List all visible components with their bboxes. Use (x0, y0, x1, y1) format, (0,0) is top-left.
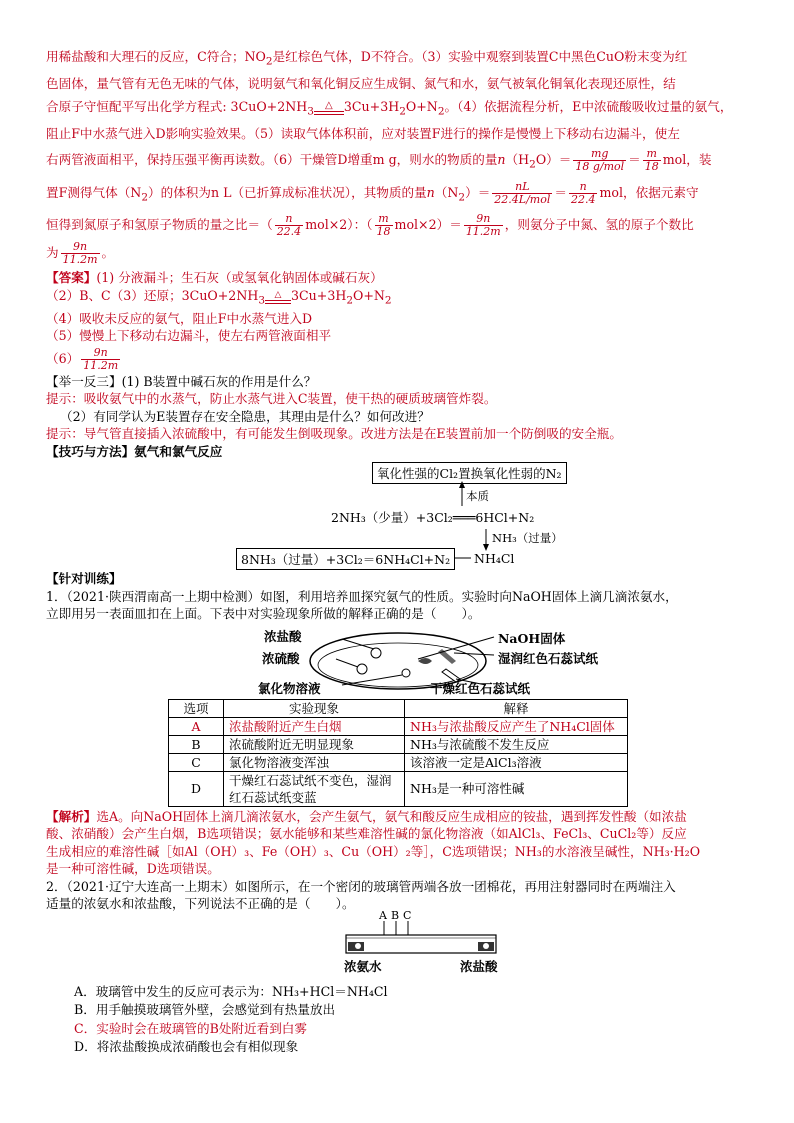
subscript: 2 (141, 191, 149, 204)
fraction-numerator: m (375, 213, 393, 226)
heat-triangle-icon: △ (265, 291, 291, 304)
explanation-line (46, 73, 750, 96)
text: 合原子守恒配平写出化学方程式: 3CuO+2NH (46, 99, 308, 115)
fraction (643, 148, 661, 173)
explanation-line (46, 239, 750, 267)
flow-equation-limited: 2NH₃（少量）+3Cl₂═══6HCl+N₂ (331, 510, 535, 526)
table-row (169, 717, 628, 735)
table-cell: 浓硫酸附近无明显现象 (224, 735, 405, 753)
analysis-line: 是一种可溶性碱，D选项错误。 (46, 861, 220, 877)
text: 阻止F中水蒸气进入D影响实验效果。（5）读取气体体积前，应对装置F进行的操作是慢慢上下移动右边漏斗，使左 (46, 126, 680, 142)
text: 右两管液面相平，保持压强平衡再读数。（6）干燥管D增重m g，则水的物质的量 (46, 152, 498, 168)
analysis-block (46, 808, 750, 878)
fraction-denominator: 18 (376, 225, 391, 239)
flow-label-excess: NH₃（过量） (492, 531, 563, 546)
label-wet-litmus: 湿润红色石蕊试纸 (498, 650, 599, 666)
text: O）＝ (535, 152, 572, 168)
text: 用稀盐酸和大理石的反应，C符合；NO (46, 49, 266, 64)
label-naoh-solid: NaOH固体 (498, 630, 566, 646)
explanation-line (46, 46, 750, 73)
table-cell: A (169, 717, 224, 735)
table-cell: C (169, 753, 224, 771)
text: 是红棕色气体，D不符合。（3）实验中观察到装置C中黑色CuO粉末变为红 (272, 49, 688, 64)
options-table (168, 699, 628, 807)
text: (1) 分液漏斗；生石灰（或氢氧化钠固体或碱石灰） (96, 270, 383, 286)
extend-question: 【举一反三】(1) B装置中碱石灰的作用是什么？ (46, 373, 317, 389)
table-cell: 干燥红石蕊试纸不变色，湿润红石蕊试纸变蓝 (224, 771, 405, 806)
tube-label-b: B (391, 908, 400, 922)
text: 。 (101, 245, 115, 261)
table-header: 选项 (169, 699, 224, 717)
table-cell: B (169, 735, 224, 753)
table-cell: 氯化物溶液变浑浊 (224, 753, 405, 771)
fraction-denominator: 22.4 (570, 192, 596, 206)
text: 选A。向NaOH固体上滴几滴浓氨水，会产生氨气，氨气和酸反应生成相应的铵盐，遇到挥发性酸（如浓盐 (96, 808, 687, 824)
fraction-denominator: 22.4 (276, 225, 302, 239)
tube-label-a: A (379, 908, 387, 922)
fraction (464, 213, 503, 238)
option-c[interactable]: C．实验时会在玻璃管的B处附近看到白雾 (74, 1020, 307, 1036)
flow-product-nh4cl: NH₄Cl (474, 551, 515, 567)
fraction-denominator: 18 g/mol (575, 160, 625, 174)
extend-question: （2）有同学认为E装置存在安全隐患，其理由是什么？如何改进？ (60, 408, 430, 424)
table-header: 实验现象 (224, 699, 405, 717)
label-conc-hcl: 浓盐酸 (460, 958, 498, 974)
text: （2）B、C（3）还原；3CuO+2NH (46, 287, 259, 303)
tube-label-c: C (403, 908, 412, 922)
italic-var: n (426, 184, 435, 200)
fraction-numerator: n (569, 181, 598, 194)
label-conc-hcl: 浓盐酸 (264, 628, 302, 644)
text: （H (505, 152, 530, 168)
table-row (169, 771, 628, 806)
subscript: 2 (265, 55, 273, 68)
subscript: 2 (437, 105, 445, 118)
glass-tube-figure (46, 908, 750, 979)
subscript: 2 (399, 105, 406, 118)
text: O+N (405, 99, 438, 115)
text: ＝ (554, 184, 567, 200)
table-cell: 浓盐酸附近产生白烟 (224, 717, 405, 735)
fraction-numerator: m (643, 148, 661, 161)
subscript: 2 (384, 294, 392, 307)
text: mol×2）＝ (394, 217, 462, 233)
label-chloride-solution: 氯化物溶液 (258, 680, 321, 696)
text: 为 (46, 245, 59, 261)
text: 恒得到氮原子和氢原子物质的量之比＝（ (46, 217, 273, 233)
fraction (81, 347, 120, 372)
text: 色固体，量气管有无色无味的气体，说明氨气和氧化铜反应生成铜、氮气和水，氨气被氧化铜氧化表现还原性，结 (46, 76, 676, 92)
table-row (169, 735, 628, 753)
subscript: 2 (529, 158, 536, 171)
analysis-line: 生成相应的难溶性碱［如Al（OH）₃、Fe（OH）₃、Cu（OH）₂等］，C选项错误；NH₃的水溶液呈碱性，NH₃·H₂O (46, 843, 701, 859)
answer-block (46, 269, 750, 373)
fraction-denominator: 11.2m (83, 358, 119, 372)
answer-line (46, 269, 750, 287)
page-content (46, 46, 750, 1057)
fraction-numerator: 9n (81, 347, 120, 360)
text: 置F测得气体（N (46, 184, 142, 200)
question-2 (46, 878, 750, 913)
table-header: 解释 (405, 699, 628, 717)
text: 3Cu+3H (291, 287, 347, 303)
option-d[interactable]: D．将浓盐酸换成浓硝酸也会有相似现象 (74, 1039, 299, 1055)
fraction (569, 181, 598, 206)
table-cell: D (169, 771, 224, 806)
table-header-row (169, 699, 628, 717)
answer-line (46, 345, 750, 373)
fraction-denominator: 18 (644, 160, 659, 174)
text: O+N (353, 287, 385, 303)
fraction-numerator: n (275, 213, 304, 226)
italic-var: n (497, 152, 506, 168)
subscript: 2 (346, 294, 354, 307)
text: ）＝ (465, 184, 491, 200)
heat-triangle-icon: △ (314, 102, 344, 115)
fraction (573, 148, 626, 173)
flow-label-essence: 本质 (466, 489, 489, 504)
flow-box-oxidation: 氧化性强的Cl₂置换氧化性弱的N₂ (372, 462, 567, 484)
fraction-numerator: 9n (61, 241, 100, 254)
subscript: 3 (258, 294, 266, 307)
label-conc-h2so4: 浓硫酸 (262, 650, 300, 666)
fraction-numerator: nL (492, 181, 552, 194)
fraction-denominator: 11.2m (62, 253, 98, 267)
flow-box-excess-equation: 8NH₃（过量）+3Cl₂＝6NH₄Cl+N₂ (236, 548, 455, 570)
fraction-denominator: 11.2m (465, 225, 501, 239)
text: （N (434, 184, 459, 200)
question-text: 1．（2021·陕西渭南高一上期中检测）如图，利用培养皿探究氨气的性质。实验时向NaOH固体上滴几滴浓氨水， (46, 588, 678, 604)
label-conc-ammonia: 浓氨水 (344, 958, 382, 974)
text: 。（4）依据流程分析，E中浓硫酸吸收过量的氨气， (444, 99, 733, 115)
explanation-line (46, 211, 750, 239)
explanation-line (46, 123, 750, 146)
table-cell: 该溶液一定是AlCl₃溶液 (405, 753, 628, 771)
answer-line (46, 287, 750, 310)
petri-dish-icon (46, 625, 750, 697)
extend-block (46, 373, 750, 461)
explanation-line (46, 146, 750, 179)
option-a[interactable]: A．玻璃管中发生的反应可表示为：NH₃+HCl＝NH₄Cl (74, 983, 388, 999)
section-title: 【技巧与方法】氨气和氯气反应 (46, 443, 223, 459)
fraction (275, 213, 304, 238)
fraction (492, 181, 552, 206)
practice-block (46, 570, 750, 623)
question-text: 立即用另一表面皿扣在上面。下表中对实验现象所做的解释正确的是（ ）。 (46, 606, 481, 622)
answer-line: （4）吸收未反应的氨气，阻止F中水蒸气进入D (46, 310, 313, 326)
analysis-label: 【解析】 (46, 808, 97, 824)
fraction-numerator: mg (573, 148, 626, 161)
text: mol×2）：（ (305, 217, 373, 233)
text: mol，装 (662, 152, 712, 168)
fraction-denominator: 22.4L/mol (494, 192, 551, 206)
question-text: 2．（2021·辽宁大连高一上期末）如图所示，在一个密闭的玻璃管两端各放一团棉花，再用注射器同时在两端注入 (46, 878, 676, 894)
subscript: 3 (307, 105, 314, 118)
text: （6） (46, 350, 80, 366)
reaction-flow-diagram (46, 462, 750, 568)
petri-dish-figure (46, 625, 750, 697)
option-b[interactable]: B．用手触摸玻璃管外壁，会感觉到有热量放出 (74, 1002, 336, 1018)
fraction (61, 241, 100, 266)
table-row (169, 753, 628, 771)
analysis-line (46, 808, 750, 826)
glass-tube-icon (46, 915, 750, 979)
table-cell: NH₃与浓盐酸反应产生了NH₄Cl固体 (405, 717, 628, 735)
table-cell: NH₃是一种可溶性碱 (405, 771, 628, 806)
text: ）的体积为n L（已折算成标准状况），其物质的量 (148, 184, 427, 200)
answer-line: （5）慢慢上下移动右边漏斗，使左右两管液面相平 (46, 328, 332, 344)
explanation-line (46, 96, 750, 123)
fraction (375, 213, 393, 238)
answer-label: 【答案】 (46, 270, 97, 286)
explanation-line (46, 179, 750, 212)
text: 3Cu+3H (343, 99, 400, 115)
text: ，则氨分子中氮、氢的原子个数比 (504, 217, 694, 233)
section-title: 【针对训练】 (46, 571, 122, 587)
extend-hint: 提示：导气管直接插入浓硫酸中，有可能发生倒吸现象。改进方法是在E装置前加一个防倒吸的安全瓶。 (46, 426, 622, 442)
text: mol，依据元素守 (599, 184, 699, 200)
subscript: 2 (458, 191, 466, 204)
analysis-line: 酸、浓硝酸）会产生白烟，B选项错误；氨水能够和某些难溶性碱的氯化物溶液（如AlCl₃、FeCl₃、CuCl₂等）反应 (46, 826, 687, 842)
fraction-numerator: 9n (464, 213, 503, 226)
extend-hint: 提示：吸收氨气中的水蒸气，防止水蒸气进入C装置，使干热的硬质玻璃管炸裂。 (46, 391, 497, 407)
explanation-paragraph (46, 46, 750, 267)
question-2-options (46, 983, 750, 1057)
question-text: 适量的浓氨水和浓盐酸，下列说法不正确的是（ ）。 (46, 896, 355, 912)
table-cell: NH₃与浓硫酸不发生反应 (405, 735, 628, 753)
text: ＝ (628, 152, 641, 168)
label-dry-litmus: 干燥红色石蕊试纸 (430, 680, 531, 696)
